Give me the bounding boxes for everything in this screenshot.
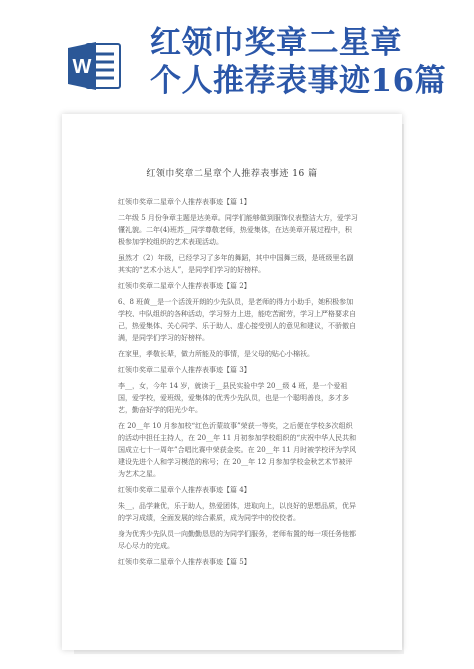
body-paragraph: 在家里，孝敬长辈，做力所能及的事情，是父母的贴心小棉袄。 bbox=[118, 350, 314, 358]
body-paragraph: 身为优秀少先队员一向勤勤恳恳的为同学们服务，老师布置的每一项任务他都尽心尽力的完成。 bbox=[118, 530, 356, 550]
document-body bbox=[118, 196, 358, 572]
body-paragraph: 虽然才（2）年级，已经学习了多年的舞蹈，其中中国舞三级，是班级里名副其实的“艺术小达人”，是同学们学习的好榜样。 bbox=[118, 254, 354, 274]
header-banner bbox=[0, 0, 474, 108]
document-page bbox=[62, 114, 402, 650]
page-title-line-1: 红领巾奖章二星章 bbox=[150, 25, 402, 61]
section-heading: 红领巾奖章二星章个人推荐表事迹【篇 5】 bbox=[118, 558, 251, 566]
section-heading: 红领巾奖章二星章个人推荐表事迹【篇 3】 bbox=[118, 366, 251, 374]
section-heading: 红领巾奖章二星章个人推荐表事迹【篇 2】 bbox=[118, 282, 251, 290]
body-paragraph: 李__，女，今年 14 岁，就读于__县民实验中学 20__级 4 班，是一个爱祖国，爱学校，爱班级，爱集体的优秀少先队员，也是一个聪明善良，多才多艺，勤奋好学的阳光少年。 bbox=[118, 382, 349, 414]
page-title-line-2: 个人推荐表事迹16篇 bbox=[150, 63, 447, 99]
section-heading: 红领巾奖章二星章个人推荐表事迹【篇 1】 bbox=[118, 198, 251, 206]
body-paragraph: 6、8 班黄__是一个活泼开朗的少先队员，是老师的得力小助手，她积极参加学校、中队组织的各种活动，学习努力上进，能吃苦耐劳，学习上严格要求自己，热爱集体、关心同学、乐于助人、虚心接受别人的意见和建议，不骄傲自满，是同学们学习的好榜样。 bbox=[118, 298, 356, 342]
document-title: 红领巾奖章二星章个人推荐表事迹 16 篇 bbox=[146, 169, 318, 179]
word-document-icon bbox=[66, 38, 122, 94]
word-icon-letter: W bbox=[72, 56, 92, 78]
body-paragraph: 二年级 5 月份争章主题是达美章。同学们能够做到服饰仪表整洁大方，爱学习懂礼貌。二年(4)班苏__同学尊敬老师，热爱集体，在达美章开展过程中，积极参加学校组织的艺术表现活动。 bbox=[118, 214, 358, 246]
section-heading: 红领巾奖章二星章个人推荐表事迹【篇 4】 bbox=[118, 486, 251, 494]
body-paragraph: 在 20__年 10 月参加校“红色沂蒙故事”荣获一等奖，之后便在学校多次组织的活动中担任主持人，在 20__年 11 月初参加学校组织的“庆祝中华人民共和国成立七十一周年”合唱比赛中荣获金奖。在 20__年 11 月时被学校评为学风建设先进个人和学习模范的称号；在 20__年 12 月参加学校金秋艺术节被评为艺术之星。 bbox=[118, 422, 357, 478]
body-paragraph: 朱__，品学兼优，乐于助人，热爱团体，进取向上，以良好的思想品质，优异的学习成绩，全面发展的综合素质，成为同学中的佼佼者。 bbox=[118, 502, 356, 522]
